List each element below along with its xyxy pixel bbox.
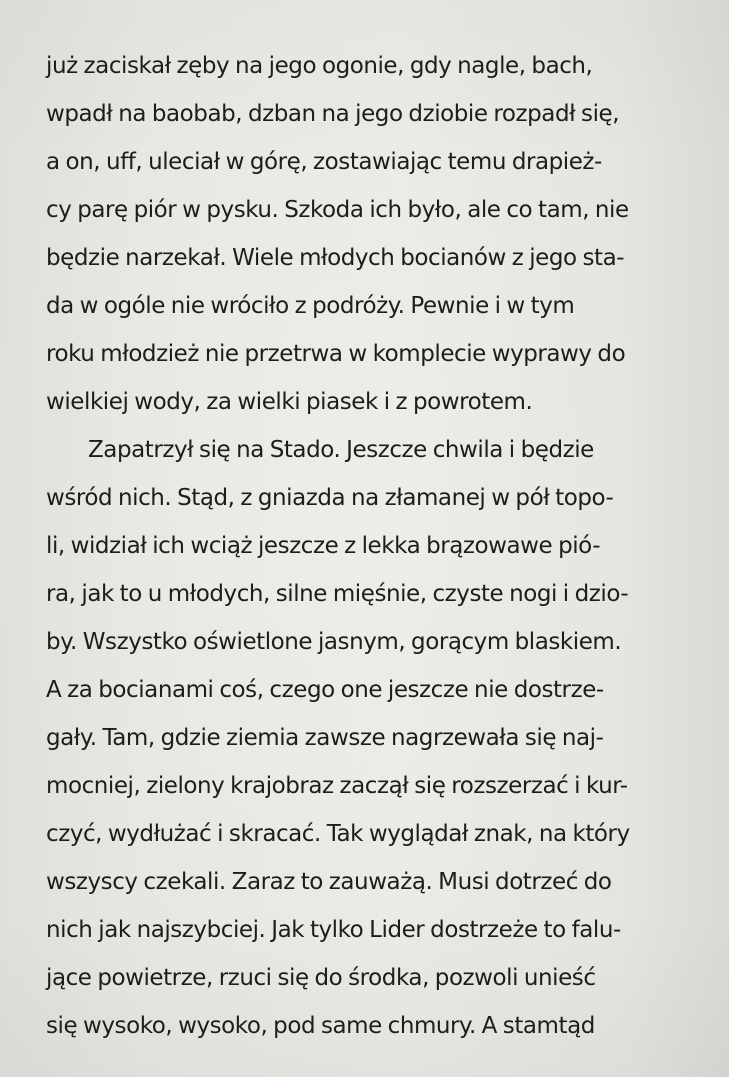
text-line: ra, jak to u młodych, silne mięśnie, czyste nogi i dzio- — [46, 581, 629, 607]
text-line: a on, uff, uleciał w górę, zostawiając temu drapież- — [46, 149, 602, 175]
text-line: wśród nich. Stąd, z gniazda na złamanej w pół topo- — [46, 485, 614, 511]
text-line: cy parę piór w pysku. Szkoda ich było, ale co tam, nie — [46, 197, 629, 223]
text-line: nich jak najszybciej. Jak tylko Lider dostrzeże to falu- — [46, 917, 621, 943]
text-line: gały. Tam, gdzie ziemia zawsze nagrzewała się naj- — [46, 725, 604, 751]
text-line: wielkiej wody, za wielki piasek i z powrotem. — [46, 389, 533, 415]
text-line: już zaciskał zęby na jego ogonie, gdy nagle, bach, — [46, 53, 593, 79]
page-text — [46, 42, 666, 1050]
text-line: wszyscy czekali. Zaraz to zauważą. Musi dotrzeć do — [46, 869, 612, 895]
text-line: A za bocianami coś, czego one jeszcze nie dostrze- — [46, 677, 604, 703]
text-line: czyć, wydłużać i skracać. Tak wyglądał znak, na który — [46, 821, 630, 847]
text-line: li, widział ich wciąż jeszcze z lekka brązowawe pió- — [46, 533, 601, 559]
text-line: wpadł na baobab, dzban na jego dziobie rozpadł się, — [46, 101, 620, 127]
text-line: by. Wszystko oświetlone jasnym, gorącym blaskiem. — [46, 629, 622, 655]
text-line: da w ogóle nie wróciło z podróży. Pewnie i w tym — [46, 293, 575, 319]
text-line: jące powietrze, rzuci się do środka, pozwoli unieść — [46, 965, 596, 991]
text-line: będzie narzekał. Wiele młodych bocianów z jego sta- — [46, 245, 625, 271]
paragraph-first-line: Zapatrzył się na Stado. Jeszcze chwila i będzie — [88, 437, 594, 463]
text-line: się wysoko, wysoko, pod same chmury. A stamtąd — [46, 1013, 595, 1039]
text-line: mocniej, zielony krajobraz zaczął się rozszerzać i kur- — [46, 773, 628, 799]
text-line: roku młodzież nie przetrwa w komplecie wyprawy do — [46, 341, 626, 367]
